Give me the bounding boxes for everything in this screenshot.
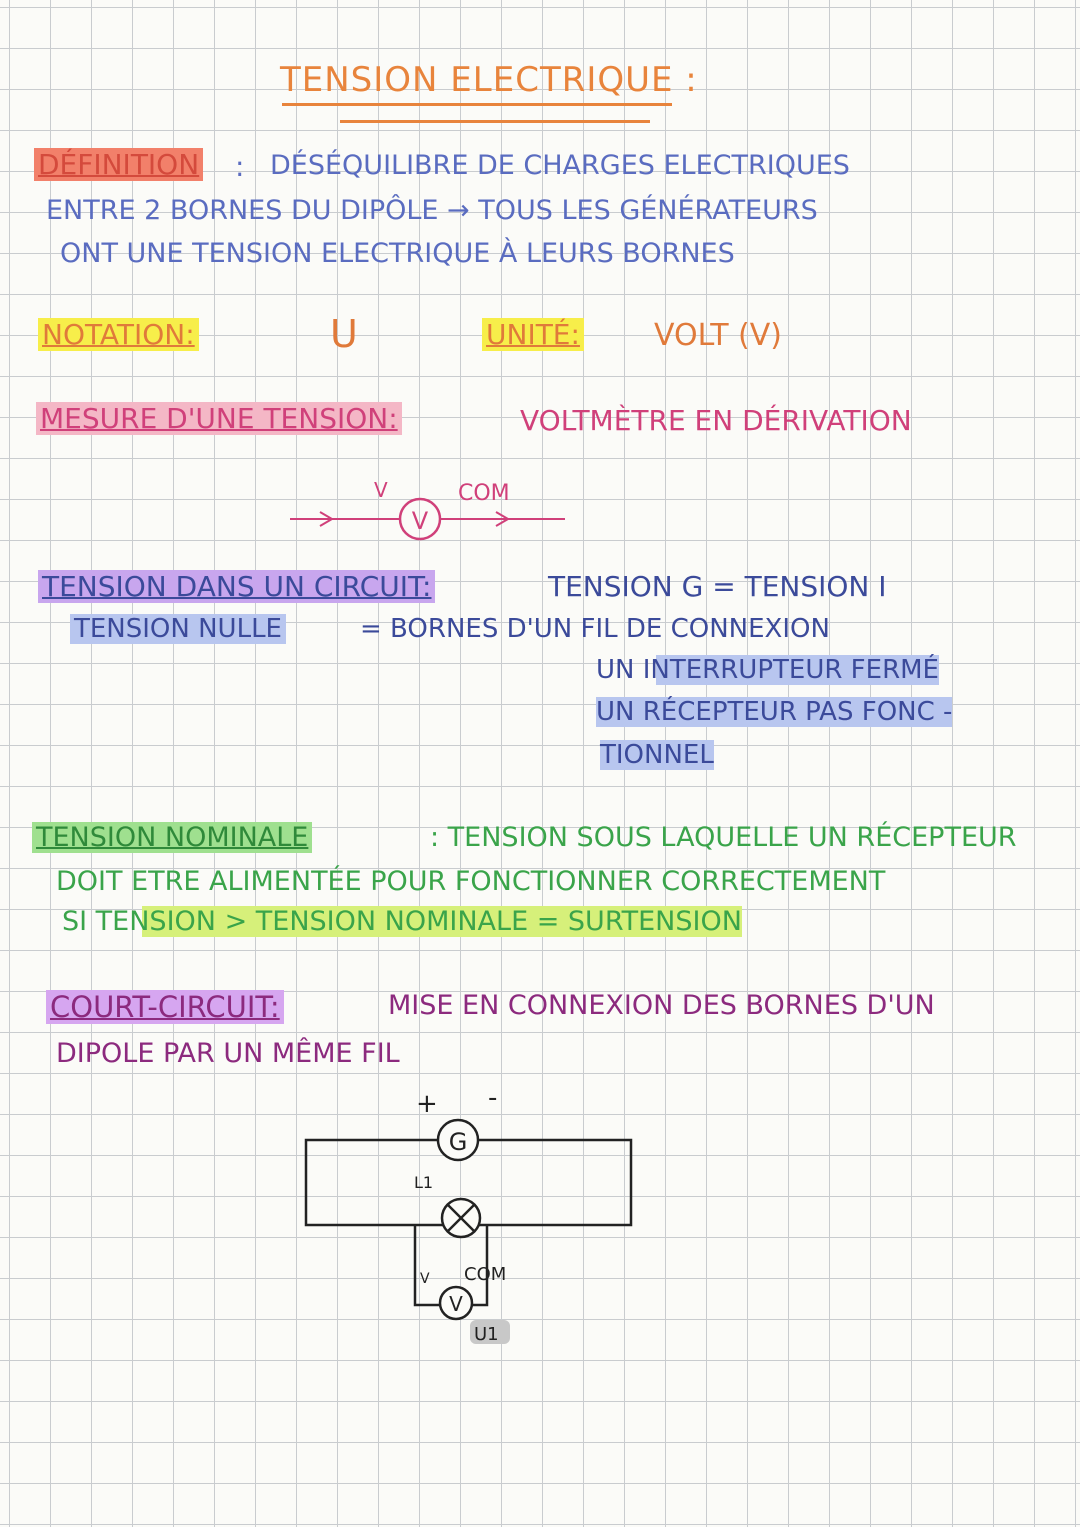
mesure-label: MESURE D'UNE TENSION: [36,402,402,435]
nulle-item-recepteur: UN RÉCEPTEUR PAS FONC - [596,697,953,727]
voltmeter-letter: V [411,507,429,535]
u1-label: U1 [474,1324,499,1345]
definition-colon: : [235,150,245,183]
schema-v-label: V [420,1271,430,1287]
definition-line-1: DÉSÉQUILIBRE DE CHARGES ELECTRIQUES [270,150,850,181]
voltmeter-v-label: V [374,478,388,502]
court-circuit-line-2: DIPOLE PAR UN MÊME FIL [56,1038,400,1069]
page-title: TENSION ELECTRIQUE : [280,60,698,100]
notation-value: U [330,312,358,356]
plus-sign: + [416,1089,438,1119]
nominale-label: TENSION NOMINALE [32,822,312,853]
voltmeter-branch-left [415,1225,440,1305]
nominale-line-3: SI TENSION > TENSION NOMINALE = SURTENSION [62,906,742,937]
voltmeter-symbol-diagram [290,478,565,539]
generator-letter: G [448,1128,468,1156]
circuit-equation: TENSION G = TENSION I [548,570,887,603]
nominale-line-1: : TENSION SOUS LAQUELLE UN RÉCEPTEUR [430,822,1017,853]
circuit-schema-diagram [306,1083,631,1345]
notation-label: NOTATION: [38,318,199,351]
schema-com-label: COM [464,1264,507,1285]
voltmeter-schema-letter: V [449,1292,463,1316]
minus-sign: - [488,1083,498,1113]
unit-value: VOLT (V) [654,318,782,353]
definition-line-2: ENTRE 2 BORNES DU DIPÔLE → TOUS LES GÉNÉRATEURS [46,195,818,226]
circuit-label: TENSION DANS UN CIRCUIT: [38,570,435,603]
definition-label: DÉFINITION [34,148,203,181]
mesure-value: VOLTMÈTRE EN DÉRIVATION [520,404,912,437]
definition-line-3: ONT UNE TENSION ELECTRIQUE À LEURS BORNES [60,238,735,269]
tension-nulle-label: TENSION NULLE [70,614,286,644]
unit-label: UNITÉ: [482,318,584,351]
court-circuit-label: COURT-CIRCUIT: [46,990,284,1024]
court-circuit-line-1: MISE EN CONNEXION DES BORNES D'UN [388,990,935,1021]
tension-nulle-equation: = BORNES D'UN FIL DE CONNEXION [360,614,830,644]
nulle-item-interrupteur: UN INTERRUPTEUR FERMÉ [596,655,939,685]
lamp-label: L1 [414,1173,434,1192]
nulle-item-recepteur-suite: TIONNEL [600,740,714,770]
nominale-line-2: DOIT ETRE ALIMENTÉE POUR FONCTIONNER CORRECTEMENT [56,866,886,897]
voltmeter-com-label: COM [458,481,510,506]
